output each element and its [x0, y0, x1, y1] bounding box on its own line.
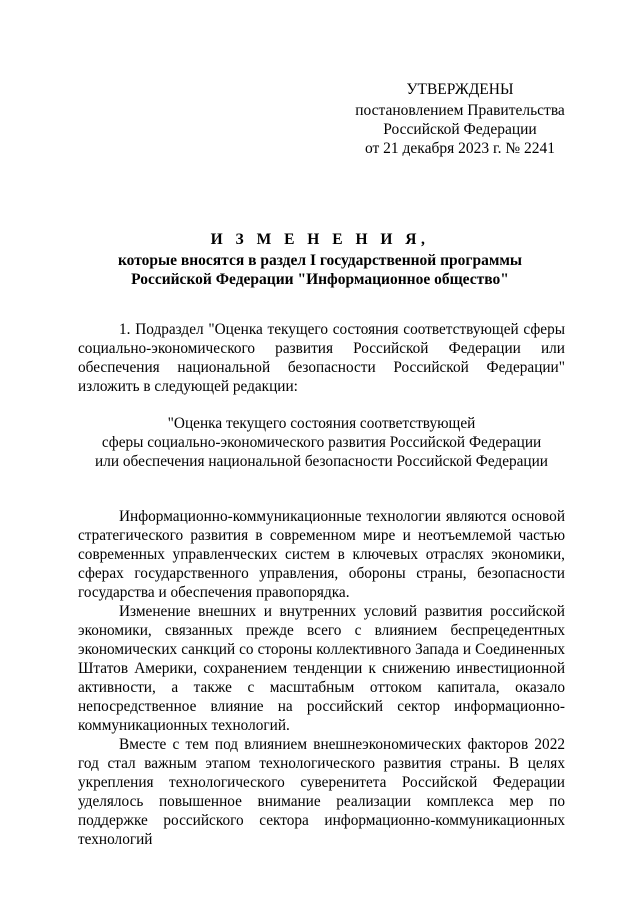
heading-title: И З М Е Н Е Н И Я,: [210, 231, 430, 248]
body-paragraph-3: Вместе с тем под влиянием внешнеэкономических факторов 2022 год стал важным этапом технологического развития страны. В целях укрепления технологического суверенитета Российской Федерации уделялось повышенное внимание реализации комплекса мер по поддержке российского сектора информационно-коммуникационных технологий: [78, 736, 565, 848]
heading-subtitle-line-2: Российской Федерации "Информационное общество": [131, 271, 509, 288]
heading-subtitle-line-1: которые вносятся в раздел I государственной программы: [117, 252, 523, 269]
approval-line-decree: постановлением Правительства: [355, 102, 565, 119]
body-paragraph-1: Информационно-коммуникационные технологии являются основой стратегического развития в современном мире и неотъемлемой частью современных управленческих систем в ключевых отраслях экономики, сферах государственного управления, обороны страны, безопасности государства и обеспечения правопорядка.: [78, 508, 565, 601]
approval-line-country: Российской Федерации: [383, 121, 537, 138]
quote-line-2: сферы социально-экономического развития Российской Федерации: [101, 434, 542, 451]
spacer: [78, 489, 565, 507]
quoted-subsection-title: [78, 414, 565, 471]
item-1-paragraph: 1. Подраздел "Оценка текущего состояния соответствующей сферы социально-экономического развития Российской Федерации или обеспечения национальной безопасности Российской Федерации" изложить в следующей редакции:: [78, 321, 565, 395]
body-paragraph-2: Изменение внешних и внутренних условий развития российской экономики, связанных прежде всего с влиянием беспрецедентных экономических санкций со стороны коллективного Запада и Соединенных Штатов Америки, сохранением тенденции к снижению инвестиционной активности, а также с масштабным оттоком капитала, оказало непосредственное влияние на российский сектор информационно-коммуникационных технологий.: [78, 603, 565, 734]
approved-label: УТВЕРЖДЕНЫ: [406, 81, 514, 98]
quote-line-3: или обеспечения национальной безопасности Российской Федерации: [95, 453, 548, 470]
document-heading: [60, 230, 580, 289]
document-body: [78, 320, 565, 849]
approval-block: [340, 80, 580, 158]
quote-line-1: "Оценка текущего состояния соответствующей: [167, 415, 476, 432]
approval-line-date: от 21 декабря 2023 г. № 2241: [364, 140, 556, 157]
